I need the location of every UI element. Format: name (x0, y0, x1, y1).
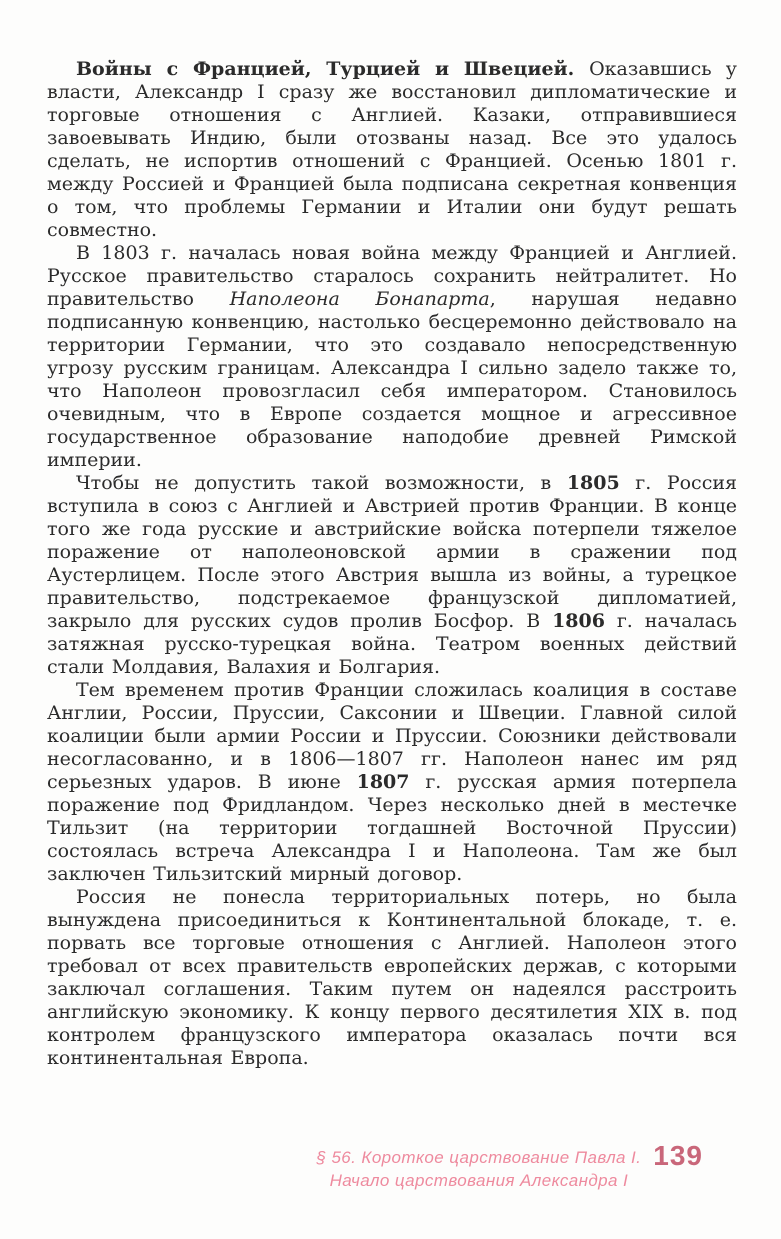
paragraph (47, 58, 737, 242)
page-footer (316, 1142, 703, 1192)
paragraph (47, 886, 737, 1070)
footer-section-title (316, 1142, 641, 1192)
paragraph (47, 242, 737, 472)
paragraph (47, 472, 737, 679)
text-segment-bold: 1807 (356, 771, 410, 793)
text-segment-normal: Россия не понесла территориальных потерь, но была вынуждена присоединиться к Континентальной блокаде, т. е. порвать все торговые отношения с Англией. Наполеон этого требовал от всех правительств европейских держав, с которыми заключал соглашения. Таким путем он надеялся расстроить английскую экономику. К концу первого десятилетия XIX в. под контролем французского императора оказалась почти вся континентальная Европа. (47, 886, 737, 1069)
text-segment-normal: Чтобы не допустить такой возможности, в (76, 472, 567, 494)
text-segment-normal: Оказавшись у власти, Александр I сразу же восстановил дипломатические и торговые отношения с Англией. Казаки, отправившиеся завоевывать Индию, были отозваны назад. Все это удалось сделать, не испортив отношений с Францией. Осенью 1801 г. между Россией и Францией была подписана секретная конвенция о том, что проблемы Германии и Италии они будут решать совместно. (47, 58, 737, 241)
text-segment-normal: Тем временем против Франции сложилась коалиция в составе Англии, России, Пруссии, Саксонии и Швеции. Главной силой коалиции были армии России и Пруссии. Союзники действовали несогласованно, и в 1806—1807 гг. Наполеон нанес им ряд серьезных ударов. В июне (47, 679, 737, 793)
text-segment-bold: 1806 (552, 610, 605, 632)
paragraph (47, 679, 737, 886)
text-segment-normal: г. русская армия потерпела поражение под Фридландом. Через несколько дней в местечке Тильзит (на территории тогдашней Восточной Пруссии) состоялась встреча Александра I и Наполеона. Там же был заключен Тильзитский мирный договор. (47, 771, 737, 885)
text-segment-normal: В 1803 г. началась новая война между Францией и Англией. Русское правительство старалось сохранить нейтралитет. Но правительство (47, 242, 737, 310)
article-body (47, 58, 737, 1070)
text-segment-bold: 1805 (566, 472, 620, 494)
text-segment-bold: Войны с Францией, Турцией и Швецией. (76, 58, 590, 80)
text-segment-normal: г. началась затяжная русско-турецкая война. Театром военных действий стали Молдавия, Валахия и Болгария. (47, 610, 737, 678)
footer-section-title-line2: Начало царствования Александра I (329, 1171, 629, 1190)
page-number: 139 (653, 1140, 703, 1171)
text-segment-normal: г. Россия вступила в союз с Англией и Австрией против Франции. В конце того же года русские и австрийские войска потерпели тяжелое поражение от наполеоновской армии в сражении под Аустерлицем. После этого Австрия вышла из войны, а турецкое правительство, подстрекаемое французской дипломатией, закрыло для русских судов пролив Босфор. В (47, 472, 737, 632)
footer-section-title-line1: § 56. Короткое царствование Павла I. (316, 1148, 642, 1167)
text-segment-normal: , нарушая недавно подписанную конвенцию, настолько бесцеремонно действовало на территории Германии, что это создавало непосредственную угрозу русским границам. Александра I сильно задело также то, что Наполеон провозгласил себя императором. Становилось очевидным, что в Европе создается мощное и агрессивное государственное образование наподобие древней Римской империи. (47, 288, 737, 471)
text-segment-italic: Наполеона Бонапарта (229, 288, 490, 310)
